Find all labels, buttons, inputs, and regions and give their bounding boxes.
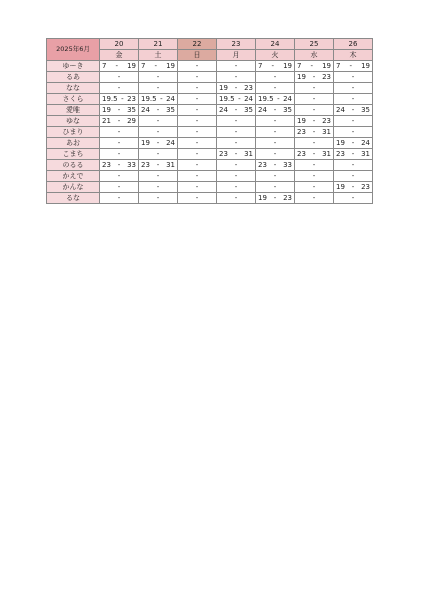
shift-end: 35: [361, 105, 370, 114]
staff-name: ひまり: [47, 127, 100, 138]
shift-time-range: [217, 85, 255, 92]
shift-end: 23: [322, 116, 331, 125]
shift-cell: [334, 149, 373, 160]
no-shift-cell: -: [334, 193, 373, 204]
no-shift-cell: -: [334, 72, 373, 83]
shift-time-range: [334, 63, 372, 70]
staff-name: るあ: [47, 72, 100, 83]
no-shift-cell: -: [178, 116, 217, 127]
day-weekday: 月: [217, 50, 256, 61]
shift-end: 19: [166, 61, 175, 70]
shift-cell: [334, 138, 373, 149]
range-dash: -: [156, 105, 160, 114]
shift-start: 7: [141, 61, 146, 70]
no-shift-cell: -: [295, 182, 334, 193]
no-shift-cell: -: [100, 72, 139, 83]
no-shift-cell: -: [178, 83, 217, 94]
shift-time-range: [334, 140, 372, 147]
no-shift-cell: -: [100, 83, 139, 94]
staff-name: ゆな: [47, 116, 100, 127]
range-dash: -: [273, 105, 277, 114]
shift-time-range: [256, 63, 294, 70]
shift-end: 19: [127, 61, 136, 70]
no-shift-cell: -: [217, 127, 256, 138]
shift-end: 35: [127, 105, 136, 114]
shift-cell: [217, 149, 256, 160]
no-shift-cell: -: [295, 138, 334, 149]
shift-cell: [334, 182, 373, 193]
shift-end: 31: [322, 149, 331, 158]
staff-name: ゆーき: [47, 61, 100, 72]
shift-time-range: [139, 162, 177, 169]
day-weekday: 水: [295, 50, 334, 61]
shift-end: 19: [361, 61, 370, 70]
no-shift-cell: -: [178, 160, 217, 171]
day-date: 21: [139, 39, 178, 50]
shift-start: 23: [219, 149, 228, 158]
range-dash: -: [156, 138, 160, 147]
shift-start: 19: [297, 116, 306, 125]
staff-row: [47, 105, 373, 116]
shift-start: 24: [336, 105, 345, 114]
no-shift-cell: -: [295, 171, 334, 182]
shift-cell: [256, 94, 295, 105]
shift-start: 19.5: [141, 94, 157, 103]
shift-time-range: [217, 151, 255, 158]
shift-end: 33: [127, 160, 136, 169]
no-shift-cell: -: [217, 116, 256, 127]
shift-time-range: [139, 107, 177, 114]
shift-start: 19.5: [219, 94, 235, 103]
shift-time-range: [256, 195, 294, 202]
shift-time-range: [100, 162, 138, 169]
no-shift-cell: -: [178, 105, 217, 116]
no-shift-cell: -: [100, 171, 139, 182]
range-dash: -: [115, 61, 119, 70]
staff-row: [47, 127, 373, 138]
shift-start: 7: [258, 61, 263, 70]
no-shift-cell: -: [295, 193, 334, 204]
shift-time-range: [100, 63, 138, 70]
shift-time-range: [256, 107, 294, 114]
range-dash: -: [234, 105, 238, 114]
shift-cell: [295, 61, 334, 72]
staff-name: 愛唯: [47, 105, 100, 116]
no-shift-cell: -: [100, 138, 139, 149]
shift-time-range: [100, 96, 138, 103]
shift-schedule-table: [46, 38, 373, 204]
range-dash: -: [117, 105, 121, 114]
shift-start: 23: [102, 160, 111, 169]
range-dash: -: [271, 61, 275, 70]
no-shift-cell: -: [256, 116, 295, 127]
no-shift-cell: -: [217, 193, 256, 204]
shift-cell: [100, 61, 139, 72]
shift-time-range: [295, 118, 333, 125]
shift-start: 24: [258, 105, 267, 114]
shift-end: 23: [361, 182, 370, 191]
staff-row: [47, 171, 373, 182]
no-shift-cell: -: [178, 127, 217, 138]
shift-start: 19: [141, 138, 150, 147]
staff-row: [47, 83, 373, 94]
no-shift-cell: -: [178, 94, 217, 105]
shift-end: 24: [166, 138, 175, 147]
shift-time-range: [256, 162, 294, 169]
no-shift-cell: -: [295, 94, 334, 105]
shift-time-range: [139, 63, 177, 70]
shift-time-range: [256, 96, 294, 103]
shift-cell: [256, 160, 295, 171]
no-shift-cell: -: [139, 193, 178, 204]
shift-end: 23: [244, 83, 253, 92]
staff-name: あお: [47, 138, 100, 149]
staff-name: かえで: [47, 171, 100, 182]
no-shift-cell: -: [256, 182, 295, 193]
shift-cell: [256, 105, 295, 116]
shift-cell: [139, 61, 178, 72]
shift-cell: [256, 193, 295, 204]
shift-end: 24: [283, 94, 292, 103]
staff-name: かんな: [47, 182, 100, 193]
day-date: 23: [217, 39, 256, 50]
shift-start: 19: [219, 83, 228, 92]
shift-cell: [334, 61, 373, 72]
shift-cell: [295, 72, 334, 83]
no-shift-cell: -: [217, 182, 256, 193]
day-weekday: 日: [178, 50, 217, 61]
shift-cell: [100, 116, 139, 127]
shift-end: 23: [283, 193, 292, 202]
no-shift-cell: -: [100, 182, 139, 193]
shift-end: 35: [166, 105, 175, 114]
day-date: 20: [100, 39, 139, 50]
no-shift-cell: -: [139, 83, 178, 94]
no-shift-cell: -: [256, 127, 295, 138]
no-shift-cell: -: [334, 83, 373, 94]
shift-start: 19: [336, 182, 345, 191]
shift-start: 19: [297, 72, 306, 81]
shift-start: 19.5: [258, 94, 274, 103]
no-shift-cell: -: [178, 72, 217, 83]
range-dash: -: [351, 182, 355, 191]
range-dash: -: [238, 94, 241, 103]
shift-end: 23: [322, 72, 331, 81]
shift-time-range: [334, 151, 372, 158]
range-dash: -: [117, 160, 121, 169]
staff-name: なな: [47, 83, 100, 94]
range-dash: -: [156, 160, 160, 169]
shift-time-range: [139, 96, 177, 103]
shift-start: 19: [102, 105, 111, 114]
no-shift-cell: -: [217, 72, 256, 83]
shift-time-range: [139, 140, 177, 147]
shift-cell: [100, 160, 139, 171]
staff-row: [47, 72, 373, 83]
shift-time-range: [100, 118, 138, 125]
shift-cell: [295, 116, 334, 127]
shift-time-range: [217, 107, 255, 114]
shift-start: 23: [258, 160, 267, 169]
no-shift-cell: -: [217, 138, 256, 149]
day-weekday: 木: [334, 50, 373, 61]
range-dash: -: [351, 105, 355, 114]
no-shift-cell: -: [178, 193, 217, 204]
range-dash: -: [349, 61, 353, 70]
no-shift-cell: -: [178, 182, 217, 193]
staff-row: [47, 149, 373, 160]
shift-cell: [217, 105, 256, 116]
shift-cell: [139, 138, 178, 149]
shift-start: 19.5: [102, 94, 118, 103]
no-shift-cell: -: [256, 138, 295, 149]
no-shift-cell: -: [295, 105, 334, 116]
shift-end: 29: [127, 116, 136, 125]
shift-start: 7: [336, 61, 341, 70]
shift-end: 35: [283, 105, 292, 114]
shift-end: 24: [361, 138, 370, 147]
schedule-body: [47, 39, 373, 204]
shift-time-range: [100, 107, 138, 114]
staff-name: さくら: [47, 94, 100, 105]
range-dash: -: [154, 61, 158, 70]
no-shift-cell: -: [217, 171, 256, 182]
range-dash: -: [273, 193, 277, 202]
shift-start: 7: [102, 61, 107, 70]
shift-start: 23: [141, 160, 150, 169]
no-shift-cell: -: [334, 171, 373, 182]
day-weekday: 火: [256, 50, 295, 61]
range-dash: -: [351, 138, 355, 147]
no-shift-cell: -: [139, 116, 178, 127]
shift-cell: [139, 160, 178, 171]
staff-row: [47, 193, 373, 204]
shift-time-range: [334, 107, 372, 114]
shift-cell: [217, 94, 256, 105]
no-shift-cell: -: [139, 149, 178, 160]
day-date: 22: [178, 39, 217, 50]
shift-end: 35: [244, 105, 253, 114]
no-shift-cell: -: [100, 193, 139, 204]
no-shift-cell: -: [334, 127, 373, 138]
shift-time-range: [295, 63, 333, 70]
shift-time-range: [334, 184, 372, 191]
range-dash: -: [234, 149, 238, 158]
no-shift-cell: -: [139, 171, 178, 182]
range-dash: -: [121, 94, 124, 103]
shift-cell: [100, 105, 139, 116]
no-shift-cell: -: [178, 149, 217, 160]
shift-start: 23: [297, 127, 306, 136]
staff-row: [47, 94, 373, 105]
no-shift-cell: -: [334, 116, 373, 127]
no-shift-cell: -: [100, 127, 139, 138]
staff-row: [47, 182, 373, 193]
no-shift-cell: -: [139, 72, 178, 83]
month-label: 2025年6月: [47, 39, 100, 61]
no-shift-cell: -: [256, 171, 295, 182]
shift-time-range: [217, 96, 255, 103]
shift-end: 33: [283, 160, 292, 169]
no-shift-cell: -: [256, 149, 295, 160]
shift-end: 24: [166, 94, 175, 103]
shift-cell: [256, 61, 295, 72]
no-shift-cell: -: [256, 83, 295, 94]
shift-end: 24: [244, 94, 253, 103]
range-dash: -: [117, 116, 121, 125]
range-dash: -: [312, 127, 316, 136]
shift-start: 23: [336, 149, 345, 158]
no-shift-cell: -: [100, 149, 139, 160]
day-date: 26: [334, 39, 373, 50]
day-date: 24: [256, 39, 295, 50]
no-shift-cell: -: [139, 127, 178, 138]
range-dash: -: [273, 160, 277, 169]
shift-time-range: [295, 129, 333, 136]
shift-time-range: [295, 151, 333, 158]
no-shift-cell: -: [178, 61, 217, 72]
header-date-row: [47, 39, 373, 50]
staff-name: のるる: [47, 160, 100, 171]
shift-cell: [295, 127, 334, 138]
shift-start: 21: [102, 116, 111, 125]
shift-start: 7: [297, 61, 302, 70]
shift-end: 19: [322, 61, 331, 70]
staff-row: [47, 160, 373, 171]
day-weekday: 土: [139, 50, 178, 61]
no-shift-cell: -: [217, 160, 256, 171]
day-weekday: 金: [100, 50, 139, 61]
range-dash: -: [351, 149, 355, 158]
range-dash: -: [277, 94, 280, 103]
no-shift-cell: -: [334, 94, 373, 105]
shift-time-range: [295, 74, 333, 81]
staff-row: [47, 61, 373, 72]
shift-cell: [334, 105, 373, 116]
shift-end: 19: [283, 61, 292, 70]
staff-name: こまち: [47, 149, 100, 160]
shift-cell: [100, 94, 139, 105]
shift-cell: [217, 83, 256, 94]
staff-name: るな: [47, 193, 100, 204]
shift-cell: [139, 94, 178, 105]
shift-end: 31: [244, 149, 253, 158]
shift-start: 19: [336, 138, 345, 147]
no-shift-cell: -: [217, 61, 256, 72]
no-shift-cell: -: [256, 72, 295, 83]
range-dash: -: [312, 116, 316, 125]
shift-start: 24: [141, 105, 150, 114]
shift-start: 19: [258, 193, 267, 202]
no-shift-cell: -: [178, 138, 217, 149]
no-shift-cell: -: [139, 182, 178, 193]
no-shift-cell: -: [295, 160, 334, 171]
shift-end: 31: [361, 149, 370, 158]
day-date: 25: [295, 39, 334, 50]
range-dash: -: [312, 149, 316, 158]
no-shift-cell: -: [178, 171, 217, 182]
shift-end: 23: [127, 94, 136, 103]
range-dash: -: [312, 72, 316, 81]
staff-row: [47, 116, 373, 127]
shift-end: 31: [166, 160, 175, 169]
shift-end: 31: [322, 127, 331, 136]
shift-cell: [139, 105, 178, 116]
range-dash: -: [160, 94, 163, 103]
range-dash: -: [234, 83, 238, 92]
no-shift-cell: -: [334, 160, 373, 171]
shift-cell: [295, 149, 334, 160]
range-dash: -: [310, 61, 314, 70]
staff-row: [47, 138, 373, 149]
shift-start: 24: [219, 105, 228, 114]
shift-start: 23: [297, 149, 306, 158]
no-shift-cell: -: [295, 83, 334, 94]
